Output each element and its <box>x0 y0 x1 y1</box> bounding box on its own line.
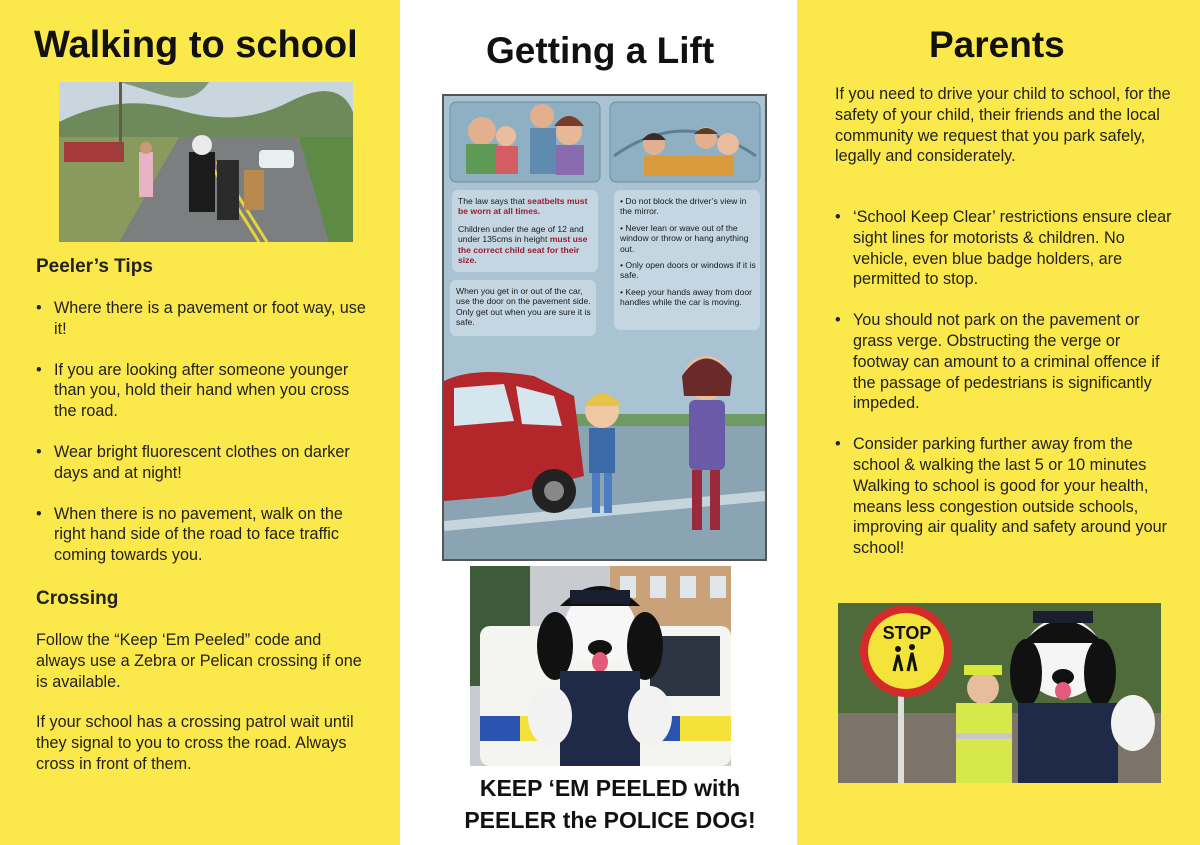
lift-rules-list <box>620 196 756 308</box>
pavement-door-text: When you get in or out of the car, use the door on the pavement side. Only get out when you are sure it is safe. <box>456 286 591 328</box>
walking-panel <box>0 0 400 845</box>
caption-line-2: PEELER the POLICE DOG! <box>464 807 756 833</box>
child-seat-text: Children under the age of 12 and under 135cms in height must use the correct child seat for their size. <box>458 224 588 266</box>
car-safety-illustration <box>442 94 767 561</box>
tips-list <box>36 298 376 566</box>
lift-rule: • Only open doors or windows if it is safe. <box>620 260 756 281</box>
tips-heading: Peeler’s Tips <box>36 256 153 277</box>
parents-title: Parents <box>929 24 1065 65</box>
parent-point: • Consider parking further away from the school & walking the last 5 or 10 minutes Walking to school is good for your health, means less congestion outside schools, improving air quality and safety around your school! <box>835 434 1177 559</box>
parent-point: • ‘School Keep Clear’ restrictions ensure clear sight lines for motorists & children. No vehicle, even blue badge holders, are permitted to stop. <box>835 207 1177 290</box>
parents-panel <box>797 0 1200 845</box>
crossing-paragraph: If your school has a crossing patrol wait until they signal to you to cross the road. Always cross in front of them. <box>36 713 354 773</box>
crossing-heading: Crossing <box>36 588 119 609</box>
tip-item: • Where there is a pavement or foot way, use it! <box>36 298 376 340</box>
walking-title: Walking to school <box>34 24 358 66</box>
lift-rule: • Never lean or wave out of the window or throw or hang anything out. <box>620 222 749 254</box>
seatbelt-law-text: The law says that seatbelts must be worn at all times. <box>458 196 588 217</box>
parents-points <box>835 207 1177 559</box>
lift-panel <box>400 0 797 845</box>
tip-item: • If you are looking after someone younger than you, hold their hand when you cross the road. <box>36 360 376 422</box>
tip-item: • When there is no pavement, walk on the right hand side of the road to face traffic coming towards you. <box>36 504 376 566</box>
peeler-police-car-photo <box>470 566 731 766</box>
caption-line-1: KEEP ‘EM PEELED with <box>479 775 741 801</box>
lift-rule: • Keep your hands away from door handles while the car is moving. <box>620 286 752 308</box>
tip-item: • Wear bright fluorescent clothes on darker days and at night! <box>36 442 376 484</box>
crossing-patrol-photo <box>838 603 1161 783</box>
parents-intro: If you need to drive your child to school, for the safety of your child, their friends and the local community we request that you park safely, legally and considerately. <box>835 85 1171 166</box>
lift-title: Getting a Lift <box>486 30 715 71</box>
stop-sign-text: STOP <box>882 623 932 643</box>
crossing-paragraph: Follow the “Keep ‘Em Peeled” code and always use a Zebra or Pelican crossing if one is available. <box>36 631 362 691</box>
peeler-caption <box>440 772 780 836</box>
walking-photo <box>59 82 353 242</box>
lift-rule: • Do not block the driver’s view in the mirror. <box>620 196 747 217</box>
parent-point: • You should not park on the pavement or grass verge. Obstructing the verge or footway can amount to a criminal offence if the passage of pedestrians is significantly impeded. <box>835 310 1177 414</box>
